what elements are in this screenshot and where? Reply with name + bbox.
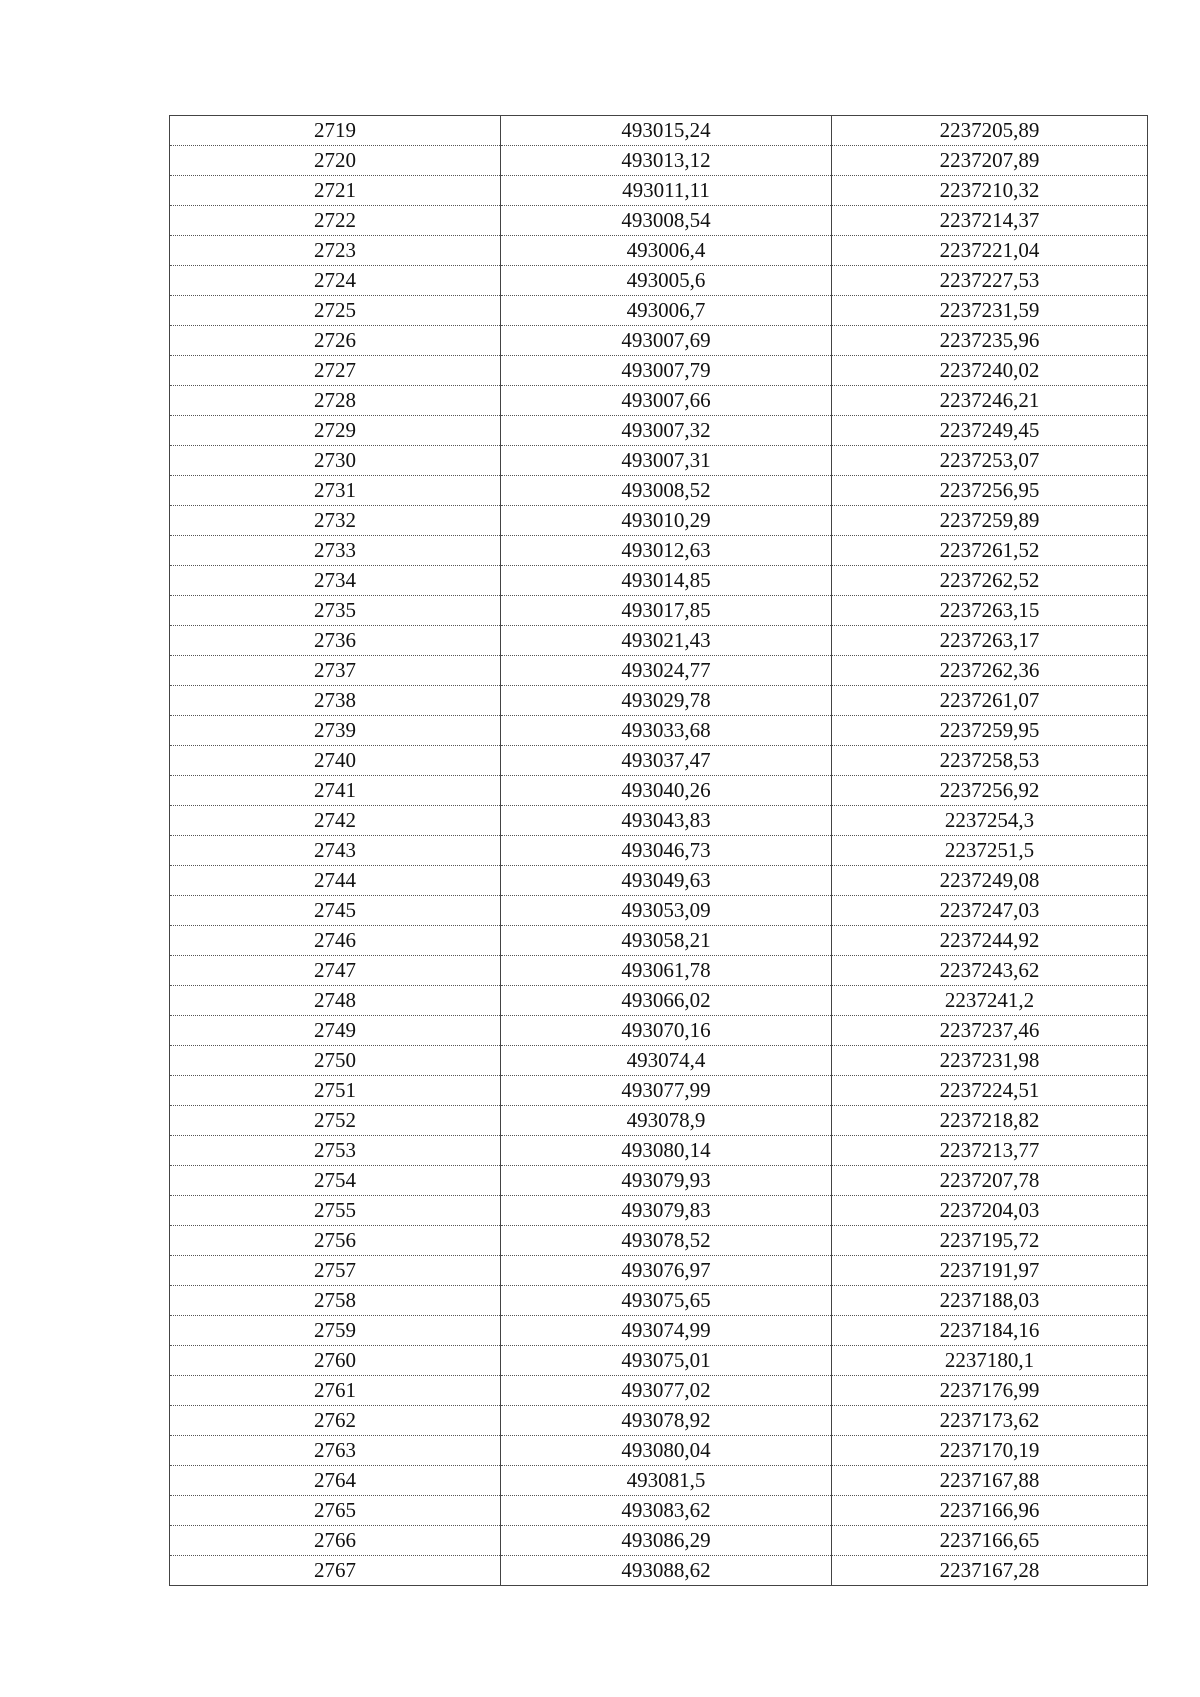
point-number-cell: 2759: [170, 1316, 501, 1346]
point-number-cell: 2726: [170, 326, 501, 356]
table-row: [170, 1526, 1148, 1556]
table-row: [170, 1016, 1148, 1046]
table-row: [170, 356, 1148, 386]
x-coordinate-cell: 493014,85: [501, 566, 832, 596]
x-coordinate-cell: 493007,69: [501, 326, 832, 356]
y-coordinate-cell: 2237243,62: [832, 956, 1148, 986]
y-coordinate-cell: 2237258,53: [832, 746, 1148, 776]
y-coordinate-cell: 2237259,95: [832, 716, 1148, 746]
point-number-cell: 2733: [170, 536, 501, 566]
table-row: [170, 746, 1148, 776]
y-coordinate-cell: 2237235,96: [832, 326, 1148, 356]
table-row: [170, 776, 1148, 806]
x-coordinate-cell: 493007,31: [501, 446, 832, 476]
x-coordinate-cell: 493015,24: [501, 116, 832, 146]
x-coordinate-cell: 493005,6: [501, 266, 832, 296]
table-row: [170, 536, 1148, 566]
y-coordinate-cell: 2237170,19: [832, 1436, 1148, 1466]
y-coordinate-cell: 2237262,52: [832, 566, 1148, 596]
x-coordinate-cell: 493086,29: [501, 1526, 832, 1556]
x-coordinate-cell: 493079,93: [501, 1166, 832, 1196]
x-coordinate-cell: 493008,54: [501, 206, 832, 236]
y-coordinate-cell: 2237263,15: [832, 596, 1148, 626]
point-number-cell: 2761: [170, 1376, 501, 1406]
point-number-cell: 2762: [170, 1406, 501, 1436]
x-coordinate-cell: 493010,29: [501, 506, 832, 536]
x-coordinate-cell: 493007,79: [501, 356, 832, 386]
table-row: [170, 896, 1148, 926]
y-coordinate-cell: 2237254,3: [832, 806, 1148, 836]
x-coordinate-cell: 493040,26: [501, 776, 832, 806]
y-coordinate-cell: 2237207,78: [832, 1166, 1148, 1196]
table-row: [170, 206, 1148, 236]
point-number-cell: 2734: [170, 566, 501, 596]
y-coordinate-cell: 2237210,32: [832, 176, 1148, 206]
y-coordinate-cell: 2237167,88: [832, 1466, 1148, 1496]
x-coordinate-cell: 493066,02: [501, 986, 832, 1016]
table-row: [170, 656, 1148, 686]
y-coordinate-cell: 2237246,21: [832, 386, 1148, 416]
x-coordinate-cell: 493049,63: [501, 866, 832, 896]
table-row: [170, 1136, 1148, 1166]
table-row: [170, 296, 1148, 326]
x-coordinate-cell: 493088,62: [501, 1556, 832, 1586]
table-row: [170, 836, 1148, 866]
y-coordinate-cell: 2237244,92: [832, 926, 1148, 956]
point-number-cell: 2739: [170, 716, 501, 746]
y-coordinate-cell: 2237224,51: [832, 1076, 1148, 1106]
table-row: [170, 986, 1148, 1016]
point-number-cell: 2720: [170, 146, 501, 176]
x-coordinate-cell: 493007,32: [501, 416, 832, 446]
x-coordinate-cell: 493079,83: [501, 1196, 832, 1226]
point-number-cell: 2750: [170, 1046, 501, 1076]
point-number-cell: 2758: [170, 1286, 501, 1316]
y-coordinate-cell: 2237263,17: [832, 626, 1148, 656]
y-coordinate-cell: 2237251,5: [832, 836, 1148, 866]
table-row: [170, 1466, 1148, 1496]
x-coordinate-cell: 493037,47: [501, 746, 832, 776]
y-coordinate-cell: 2237249,08: [832, 866, 1148, 896]
point-number-cell: 2767: [170, 1556, 501, 1586]
table-row: [170, 1106, 1148, 1136]
x-coordinate-cell: 493075,01: [501, 1346, 832, 1376]
y-coordinate-cell: 2237207,89: [832, 146, 1148, 176]
x-coordinate-cell: 493013,12: [501, 146, 832, 176]
point-number-cell: 2745: [170, 896, 501, 926]
table-row: [170, 1286, 1148, 1316]
table-row: [170, 806, 1148, 836]
table-row: [170, 1346, 1148, 1376]
table-row: [170, 146, 1148, 176]
y-coordinate-cell: 2237253,07: [832, 446, 1148, 476]
x-coordinate-cell: 493078,9: [501, 1106, 832, 1136]
y-coordinate-cell: 2237249,45: [832, 416, 1148, 446]
x-coordinate-cell: 493006,4: [501, 236, 832, 266]
y-coordinate-cell: 2237176,99: [832, 1376, 1148, 1406]
y-coordinate-cell: 2237241,2: [832, 986, 1148, 1016]
point-number-cell: 2721: [170, 176, 501, 206]
table-row: [170, 1256, 1148, 1286]
x-coordinate-cell: 493029,78: [501, 686, 832, 716]
point-number-cell: 2752: [170, 1106, 501, 1136]
y-coordinate-cell: 2237247,03: [832, 896, 1148, 926]
point-number-cell: 2732: [170, 506, 501, 536]
table-row: [170, 926, 1148, 956]
y-coordinate-cell: 2237205,89: [832, 116, 1148, 146]
table-row: [170, 476, 1148, 506]
y-coordinate-cell: 2237231,59: [832, 296, 1148, 326]
y-coordinate-cell: 2237218,82: [832, 1106, 1148, 1136]
point-number-cell: 2756: [170, 1226, 501, 1256]
y-coordinate-cell: 2237262,36: [832, 656, 1148, 686]
x-coordinate-cell: 493081,5: [501, 1466, 832, 1496]
y-coordinate-cell: 2237180,1: [832, 1346, 1148, 1376]
point-number-cell: 2723: [170, 236, 501, 266]
coordinates-table-body: [170, 116, 1148, 1586]
point-number-cell: 2737: [170, 656, 501, 686]
point-number-cell: 2764: [170, 1466, 501, 1496]
table-row: [170, 1196, 1148, 1226]
y-coordinate-cell: 2237188,03: [832, 1286, 1148, 1316]
point-number-cell: 2729: [170, 416, 501, 446]
table-row: [170, 326, 1148, 356]
point-number-cell: 2748: [170, 986, 501, 1016]
table-row: [170, 1316, 1148, 1346]
table-row: [170, 956, 1148, 986]
point-number-cell: 2730: [170, 446, 501, 476]
y-coordinate-cell: 2237214,37: [832, 206, 1148, 236]
point-number-cell: 2765: [170, 1496, 501, 1526]
y-coordinate-cell: 2237173,62: [832, 1406, 1148, 1436]
table-row: [170, 386, 1148, 416]
point-number-cell: 2757: [170, 1256, 501, 1286]
point-number-cell: 2766: [170, 1526, 501, 1556]
y-coordinate-cell: 2237261,52: [832, 536, 1148, 566]
x-coordinate-cell: 493006,7: [501, 296, 832, 326]
x-coordinate-cell: 493080,14: [501, 1136, 832, 1166]
point-number-cell: 2749: [170, 1016, 501, 1046]
y-coordinate-cell: 2237240,02: [832, 356, 1148, 386]
table-row: [170, 716, 1148, 746]
point-number-cell: 2722: [170, 206, 501, 236]
x-coordinate-cell: 493007,66: [501, 386, 832, 416]
x-coordinate-cell: 493074,4: [501, 1046, 832, 1076]
y-coordinate-cell: 2237227,53: [832, 266, 1148, 296]
table-row: [170, 176, 1148, 206]
point-number-cell: 2763: [170, 1436, 501, 1466]
y-coordinate-cell: 2237191,97: [832, 1256, 1148, 1286]
x-coordinate-cell: 493074,99: [501, 1316, 832, 1346]
y-coordinate-cell: 2237256,95: [832, 476, 1148, 506]
point-number-cell: 2751: [170, 1076, 501, 1106]
point-number-cell: 2741: [170, 776, 501, 806]
table-row: [170, 236, 1148, 266]
point-number-cell: 2731: [170, 476, 501, 506]
table-row: [170, 566, 1148, 596]
table-row: [170, 506, 1148, 536]
coordinates-table: [169, 115, 1148, 1586]
y-coordinate-cell: 2237166,96: [832, 1496, 1148, 1526]
point-number-cell: 2754: [170, 1166, 501, 1196]
x-coordinate-cell: 493058,21: [501, 926, 832, 956]
y-coordinate-cell: 2237184,16: [832, 1316, 1148, 1346]
point-number-cell: 2747: [170, 956, 501, 986]
table-row: [170, 596, 1148, 626]
x-coordinate-cell: 493017,85: [501, 596, 832, 626]
x-coordinate-cell: 493008,52: [501, 476, 832, 506]
table-row: [170, 1436, 1148, 1466]
x-coordinate-cell: 493043,83: [501, 806, 832, 836]
table-row: [170, 1376, 1148, 1406]
point-number-cell: 2753: [170, 1136, 501, 1166]
table-row: [170, 446, 1148, 476]
table-row: [170, 1226, 1148, 1256]
point-number-cell: 2738: [170, 686, 501, 716]
table-row: [170, 1076, 1148, 1106]
x-coordinate-cell: 493021,43: [501, 626, 832, 656]
x-coordinate-cell: 493053,09: [501, 896, 832, 926]
x-coordinate-cell: 493083,62: [501, 1496, 832, 1526]
x-coordinate-cell: 493061,78: [501, 956, 832, 986]
point-number-cell: 2740: [170, 746, 501, 776]
point-number-cell: 2735: [170, 596, 501, 626]
point-number-cell: 2746: [170, 926, 501, 956]
x-coordinate-cell: 493076,97: [501, 1256, 832, 1286]
point-number-cell: 2725: [170, 296, 501, 326]
y-coordinate-cell: 2237213,77: [832, 1136, 1148, 1166]
y-coordinate-cell: 2237166,65: [832, 1526, 1148, 1556]
table-row: [170, 1166, 1148, 1196]
table-row: [170, 116, 1148, 146]
point-number-cell: 2727: [170, 356, 501, 386]
x-coordinate-cell: 493078,52: [501, 1226, 832, 1256]
point-number-cell: 2719: [170, 116, 501, 146]
table-row: [170, 416, 1148, 446]
x-coordinate-cell: 493077,02: [501, 1376, 832, 1406]
x-coordinate-cell: 493070,16: [501, 1016, 832, 1046]
table-row: [170, 866, 1148, 896]
x-coordinate-cell: 493078,92: [501, 1406, 832, 1436]
y-coordinate-cell: 2237195,72: [832, 1226, 1148, 1256]
table-row: [170, 626, 1148, 656]
point-number-cell: 2724: [170, 266, 501, 296]
point-number-cell: 2736: [170, 626, 501, 656]
y-coordinate-cell: 2237231,98: [832, 1046, 1148, 1076]
y-coordinate-cell: 2237259,89: [832, 506, 1148, 536]
y-coordinate-cell: 2237237,46: [832, 1016, 1148, 1046]
point-number-cell: 2728: [170, 386, 501, 416]
x-coordinate-cell: 493077,99: [501, 1076, 832, 1106]
x-coordinate-cell: 493011,11: [501, 176, 832, 206]
x-coordinate-cell: 493075,65: [501, 1286, 832, 1316]
table-row: [170, 1556, 1148, 1586]
table-row: [170, 1406, 1148, 1436]
y-coordinate-cell: 2237256,92: [832, 776, 1148, 806]
table-row: [170, 686, 1148, 716]
table-row: [170, 1496, 1148, 1526]
y-coordinate-cell: 2237167,28: [832, 1556, 1148, 1586]
x-coordinate-cell: 493080,04: [501, 1436, 832, 1466]
point-number-cell: 2743: [170, 836, 501, 866]
point-number-cell: 2760: [170, 1346, 501, 1376]
y-coordinate-cell: 2237261,07: [832, 686, 1148, 716]
y-coordinate-cell: 2237204,03: [832, 1196, 1148, 1226]
table-row: [170, 266, 1148, 296]
x-coordinate-cell: 493024,77: [501, 656, 832, 686]
point-number-cell: 2744: [170, 866, 501, 896]
point-number-cell: 2755: [170, 1196, 501, 1226]
y-coordinate-cell: 2237221,04: [832, 236, 1148, 266]
table-row: [170, 1046, 1148, 1076]
x-coordinate-cell: 493012,63: [501, 536, 832, 566]
x-coordinate-cell: 493046,73: [501, 836, 832, 866]
x-coordinate-cell: 493033,68: [501, 716, 832, 746]
point-number-cell: 2742: [170, 806, 501, 836]
